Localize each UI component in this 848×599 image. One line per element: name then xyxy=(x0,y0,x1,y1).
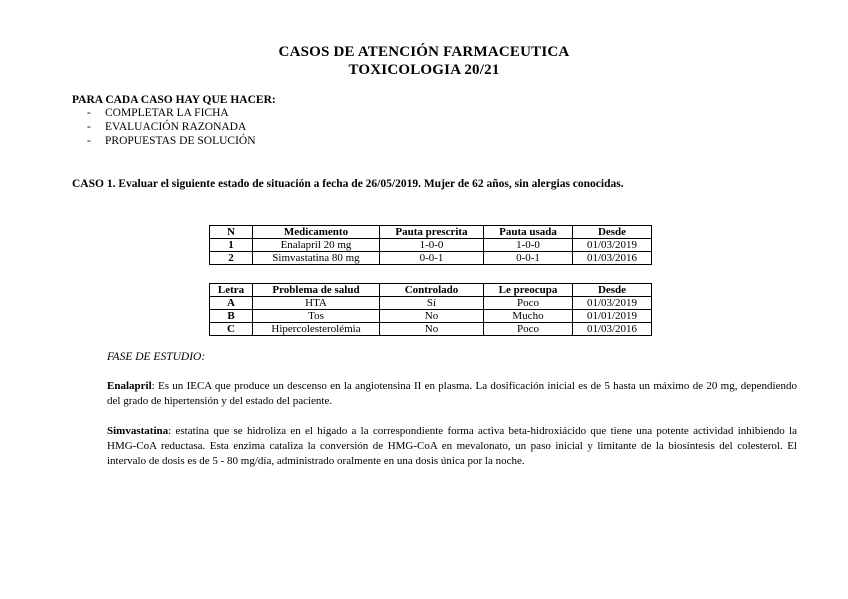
table-cell: 0-0-1 xyxy=(484,252,573,265)
table-row xyxy=(210,297,652,310)
paragraph-text: : estatina que se hidroliza en el hígado a la correspondiente forma activa beta-hidroxiácido que tiene una potente actividad inhibiendo la HMG-CoA reductasa. Esta enzima cataliza la conversión de HMG-CoA en mevalonato, un paso inicial y limitante de la biosíntesis del colesterol. El intervalo de dosis es de 5 - 80 mg/día, administrado oralmente en una dosis única por la noche. xyxy=(107,425,797,467)
table-cell: 01/03/2016 xyxy=(573,323,652,336)
table-cell: C xyxy=(210,323,253,336)
paragraph-term: Enalapril xyxy=(107,380,152,392)
table-header-row xyxy=(210,226,652,239)
column-header: Letra xyxy=(210,284,253,297)
table-cell: Poco xyxy=(484,323,573,336)
column-header: Pauta prescrita xyxy=(380,226,484,239)
table-cell: 1 xyxy=(210,239,253,252)
table-row xyxy=(210,252,652,265)
table-row xyxy=(210,310,652,323)
document-subtitle: TOXICOLOGIA 20/21 xyxy=(348,62,500,78)
table-header-row xyxy=(210,284,652,297)
table-cell: 1-0-0 xyxy=(484,239,573,252)
column-header: Medicamento xyxy=(253,226,380,239)
table-cell: 01/03/2019 xyxy=(573,297,652,310)
table-cell: 01/03/2019 xyxy=(573,239,652,252)
instruction-item: - EVALUACIÓN RAZONADA xyxy=(72,120,276,134)
column-header: Desde xyxy=(573,284,652,297)
paragraph-term: Simvastatina xyxy=(107,425,169,437)
column-header: N xyxy=(210,226,253,239)
table-cell: Poco xyxy=(484,297,573,310)
table-cell: Simvastatina 80 mg xyxy=(253,252,380,265)
table-cell: 01/03/2016 xyxy=(573,252,652,265)
column-header: Desde xyxy=(573,226,652,239)
column-header: Le preocupa xyxy=(484,284,573,297)
table-cell: No xyxy=(380,323,484,336)
case-1-heading: CASO 1. Evaluar el siguiente estado de situación a fecha de 26/05/2019. Mujer de 62 años, sin alergias conocidas. xyxy=(72,178,624,190)
paragraph-text: : Es un IECA que produce un descenso en la angiotensina II en plasma. La dosificación inicial es de 5 hasta un máximo de 20 mg, dependiendo del grado de hipertensión y del estado del paciente. xyxy=(107,380,797,407)
column-header: Controlado xyxy=(380,284,484,297)
table-cell: Sí xyxy=(380,297,484,310)
table-cell: 2 xyxy=(210,252,253,265)
document-title: CASOS DE ATENCIÓN FARMACEUTICA xyxy=(278,44,570,60)
health-problems-table xyxy=(209,283,652,336)
column-header: Pauta usada xyxy=(484,226,573,239)
table-cell: A xyxy=(210,297,253,310)
table-cell: Tos xyxy=(253,310,380,323)
medications-table xyxy=(209,225,652,265)
table-cell: Hipercolesterolémia xyxy=(253,323,380,336)
table-row xyxy=(210,323,652,336)
table-cell: 1-0-0 xyxy=(380,239,484,252)
table-cell: Enalapril 20 mg xyxy=(253,239,380,252)
table-row xyxy=(210,239,652,252)
simvastatina-paragraph xyxy=(107,424,797,469)
enalapril-paragraph xyxy=(107,379,797,409)
instruction-item: - PROPUESTAS DE SOLUCIÓN xyxy=(72,134,276,148)
column-header: Problema de salud xyxy=(253,284,380,297)
instruction-item: - COMPLETAR LA FICHA xyxy=(72,106,276,120)
study-phase-heading: FASE DE ESTUDIO: xyxy=(107,351,206,363)
table-cell: Mucho xyxy=(484,310,573,323)
table-cell: B xyxy=(210,310,253,323)
instructions-block xyxy=(72,94,276,148)
table-cell: 01/01/2019 xyxy=(573,310,652,323)
table-cell: 0-0-1 xyxy=(380,252,484,265)
table-cell: HTA xyxy=(253,297,380,310)
instructions-heading: PARA CADA CASO HAY QUE HACER: xyxy=(72,94,276,106)
table-cell: No xyxy=(380,310,484,323)
instructions-list xyxy=(72,106,276,148)
